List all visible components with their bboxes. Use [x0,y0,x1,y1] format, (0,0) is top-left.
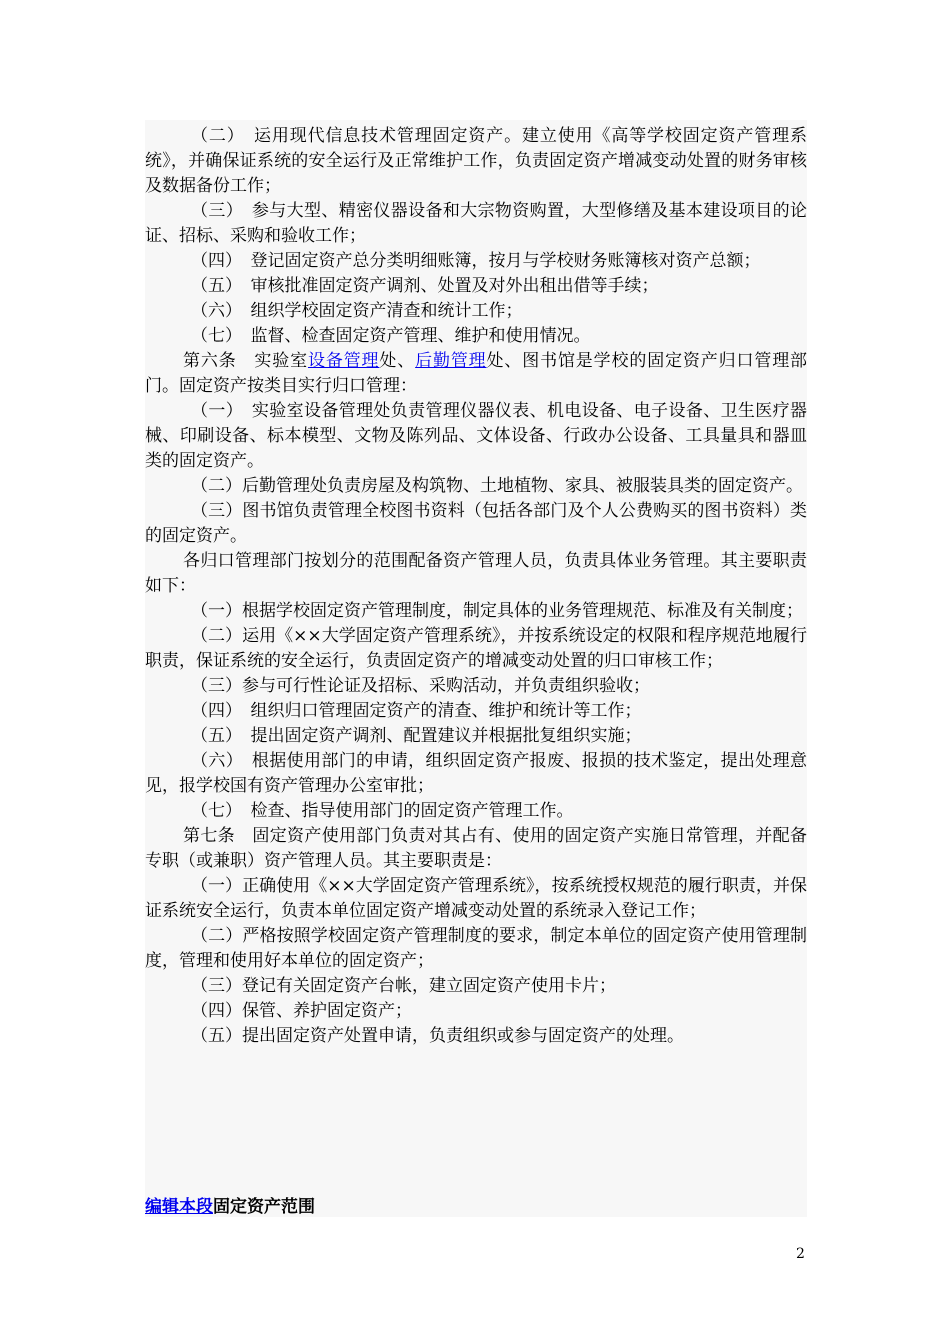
article6-item-1: （一） 实验室设备管理处负责管理仪器仪表、机电设备、电子设备、卫生医疗器械、印刷设备、标本模型、文物及陈列品、文体设备、行政办公设备、工具量具和器皿类的固定资产。 [145,401,807,471]
section5-item-2: （二） 运用现代信息技术管理固定资产。建立使用《高等学校固定资产管理系统》，并确保证系统的安全运行及正常维护工作，负责固定资产增减变动处置的财务审核及数据备份工作； [145,126,807,196]
section5-item-6: （六） 组织学校固定资产清查和统计工作； [191,301,523,321]
article6-mid: 处、 [379,351,416,371]
section-heading [145,1195,315,1219]
section5-item-5: （五） 审核批准固定资产调剂、处置及对外出租出借等手续； [191,276,659,296]
article6-suffix: 处、图书馆是学校的固定资产归口管理部门。固定资产按类目实行归口管理： [145,351,808,396]
section-heading-title: 固定资产范围 [213,1197,315,1217]
article6-paragraph [145,349,807,399]
article7-item-2: （二）严格按照学校固定资产管理制度的要求，制定本单位的固定资产使用管理制度，管理和使用好本单位的固定资产； [145,926,807,971]
section5-item-7: （七） 监督、检查固定资产管理、维护和使用情况。 [191,326,591,346]
article6-staff-item-7: （七） 检查、指导使用部门的固定资产管理工作。 [191,801,574,821]
section5-item-4: （四） 登记固定资产总分类明细账簿，按月与学校财务账簿核对资产总额； [191,251,761,271]
article6-item-3: （三）图书馆负责管理全校图书资料（包括各部门及个人公费购买的图书资料）类的固定资产。 [145,501,807,546]
article6-staff-item-1: （一）根据学校固定资产管理制度，制定具体的业务管理规范、标准及有关制度； [191,601,803,621]
document-content [145,124,807,1049]
edit-section-link[interactable]: 编辑本段 [145,1197,213,1217]
article6-staff-item-5: （五） 提出固定资产调剂、配置建议并根据批复组织实施； [191,726,642,746]
page-number: 2 [796,1246,805,1262]
article6-staff-item-2: （二）运用《××大学固定资产管理系统》，并按系统设定的权限和程序规范地履行职责，保证系统的安全运行，负责固定资产的增减变动处置的归口审核工作； [145,626,807,671]
article7-intro: 第七条 固定资产使用部门负责对其占有、使用的固定资产实施日常管理，并配备专职（或兼职）资产管理人员。其主要职责是： [145,826,807,871]
logistics-management-link[interactable]: 后勤管理 [415,351,487,371]
article6-staff-item-3: （三）参与可行性论证及招标、采购活动，并负责组织验收； [191,676,650,696]
article6-staff-intro: 各归口管理部门按划分的范围配备资产管理人员，负责具体业务管理。其主要职责如下： [145,551,807,596]
article6-item-2: （二）后勤管理处负责房屋及构筑物、土地植物、家具、被服装具类的固定资产。 [191,476,803,496]
article7-item-5: （五）提出固定资产处置申请，负责组织或参与固定资产的处理。 [191,1026,684,1046]
article6-prefix: 第六条 实验室 [183,351,308,371]
article7-item-4: （四）保管、养护固定资产； [191,1001,412,1021]
article7-item-3: （三）登记有关固定资产台帐，建立固定资产使用卡片； [191,976,616,996]
equipment-management-link[interactable]: 设备管理 [307,351,380,371]
article7-item-1: （一）正确使用《××大学固定资产管理系统》，按系统授权规范的履行职责，并保证系统安全运行，负责本单位固定资产增减变动处置的系统录入登记工作； [145,876,807,921]
article6-staff-item-4: （四） 组织归口管理固定资产的清查、维护和统计等工作； [191,701,642,721]
section5-item-3: （三） 参与大型、精密仪器设备和大宗物资购置，大型修缮及基本建设项目的论证、招标、采购和验收工作； [145,201,807,246]
article6-staff-item-6: （六） 根据使用部门的申请，组织固定资产报废、报损的技术鉴定，提出处理意见，报学校国有资产管理办公室审批； [145,751,807,796]
